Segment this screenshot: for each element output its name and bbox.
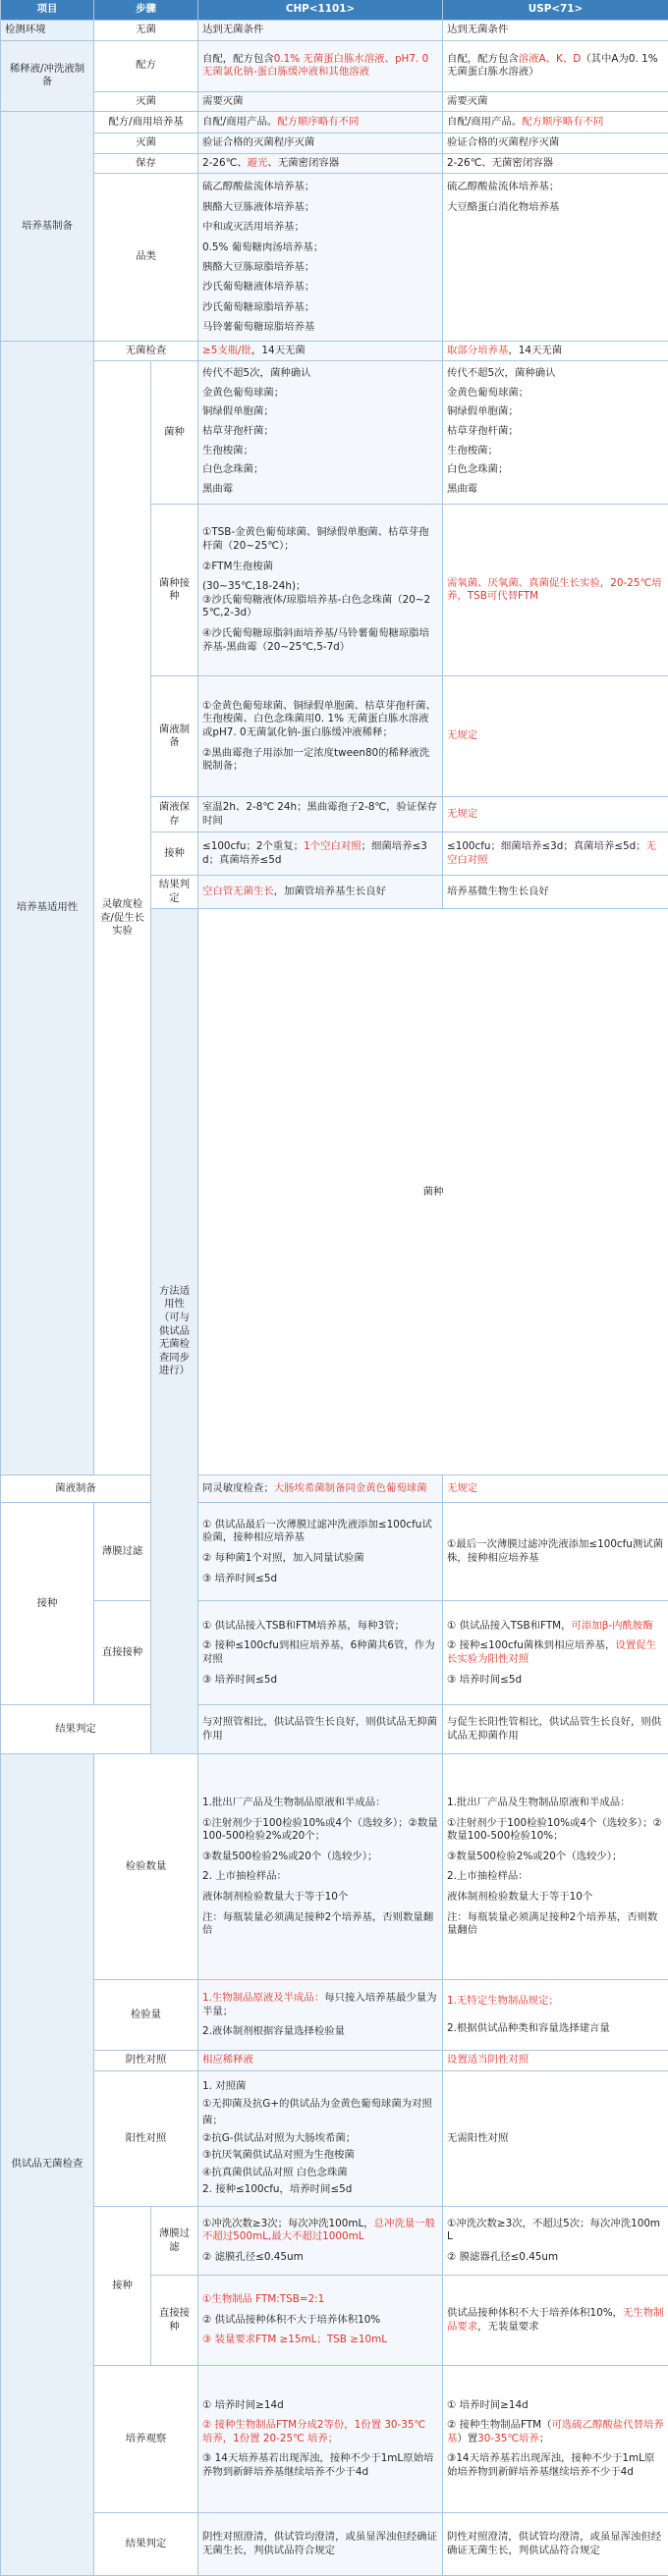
method-direct-row	[1, 1601, 668, 1705]
direct-item: ① 供试品接入TSB和FTM培养基，每种3管；	[202, 1620, 438, 1634]
header-usp: USP<71>	[443, 0, 668, 21]
header-chp: CHP<1101>	[198, 0, 443, 21]
sample-vol-usp: 1.无特定生物制品规定； 2.根据供试品种类和容量选择建言量	[443, 1980, 668, 2051]
count-item: 注：每瓶装量必须满足接种2个培养基，否则数量翻倍	[202, 1911, 438, 1938]
media-types-step: 品类	[94, 174, 198, 341]
suit-seed-usp: ≤100cfu；细菌培养≤3d；真菌培养≤5d；无空白对照	[443, 832, 668, 876]
method-judge-usp: 与促生长阳性管相比，供试品管生长良好，则供试品无抑菌作用	[443, 1705, 668, 1754]
media-steril-chp: 验证合格的灭菌程序灭菌	[198, 134, 443, 154]
media-type-item: 沙氏葡萄糖琼脂培养基；	[202, 297, 438, 317]
suit-judge-usp: 培养基微生物生长良好	[443, 876, 668, 909]
suit-seed-chp: ≤100cfu；2个重复；1个空白对照；细菌培养≤3d；真菌培养≤5d	[198, 832, 443, 876]
count-item: ①注射剂少于100检验10%或4个（选较多）；②数量100-500检验2%或20个；	[202, 1817, 438, 1844]
env-step: 无菌	[94, 21, 198, 41]
sample-pos-row	[1, 2071, 668, 2207]
strain-item: 生孢梭菌；	[202, 442, 438, 461]
sample-filter-chp: ①冲洗次数≥3次；每次冲洗100mL，总冲洗量一般不超过500mL,最大不超过1000mL ② 滤膜孔径≤0.45um	[198, 2207, 443, 2276]
method-filter-row	[1, 1503, 668, 1601]
method-prep-chp: 同灵敏度检查；大肠埃希菌制备同金黄色葡萄球菌	[198, 1476, 443, 1503]
strain-item: 生孢梭菌；	[447, 442, 664, 461]
suit-inoc-chp	[198, 505, 443, 676]
suit-keep-usp: 无规定	[443, 797, 668, 832]
pos-item: ②抗G-供试品对照为大肠埃希菌；	[202, 2130, 438, 2148]
prep-item: ①金黄色葡萄球菌、铜绿假单胞菌、枯草芽孢杆菌、生孢梭菌、白色念珠菌用0. 1% 无菌蛋白胨水溶液或pH7. 0无菌氯化钠-蛋白胨缓冲液稀释；	[202, 700, 438, 740]
count-item: 1.批出厂产品及生物制品原液和半成品：	[447, 1797, 664, 1810]
sample-pos-step: 阳性对照	[94, 2071, 198, 2207]
header-row	[1, 0, 668, 21]
count-item: 注：每瓶装量必须满足接种2个培养基，否则数量翻倍	[447, 1911, 664, 1938]
diluent-sterilize-row	[1, 91, 668, 112]
sample-vol-row	[1, 1980, 668, 2051]
suit-sterile-usp: 取部分培养基，14天无菌	[443, 341, 668, 361]
method-filter-chp	[198, 1503, 443, 1601]
media-source-row	[1, 112, 668, 134]
sample-filter-row	[1, 2207, 668, 2276]
media-item: 培养基制备	[1, 112, 94, 341]
media-type-item: 0.5% 葡萄糖肉汤培养基；	[202, 238, 438, 257]
pos-item: ④抗真菌供试品对照 白色念珠菌	[202, 2165, 438, 2182]
strain-item: 金黄色葡萄球菌；	[202, 384, 438, 403]
env-chp: 达到无菌条件	[198, 21, 443, 41]
media-source-chp: 自配/商用产品。配方顺序略有不同	[198, 112, 443, 134]
count-item: ③数量500检验2%或20个（选较少）；	[447, 1851, 664, 1864]
suit-judge-chp: 空白管无菌生长，加菌管培养基生长良好	[198, 876, 443, 909]
media-source-step: 配方/商用培养基	[94, 112, 198, 134]
pos-item: 1. 对照菌	[202, 2078, 438, 2096]
strain-item: 枯草芽孢杆菌；	[202, 422, 438, 442]
header-step: 步骤	[94, 0, 198, 21]
sample-neg-row	[1, 2051, 668, 2071]
count-item: 1.批出厂产品及生物制品原液和半成品：	[202, 1797, 438, 1810]
method-filter-step: 薄膜过滤	[94, 1503, 151, 1601]
suit-keep-chp: 室温2h、2-8℃ 24h；黑曲霉孢子2-8℃，验证保存时间	[198, 797, 443, 832]
strain-item: 黑曲霉	[202, 480, 438, 500]
count-item: ③数量500检验2%或20个（选较少）；	[202, 1851, 438, 1864]
suit-strains-usp	[443, 361, 668, 505]
suit-sterile-step: 无菌检查	[94, 341, 198, 361]
pos-item: ①无抑菌及抗G+的供试品为金黄色葡萄球菌为对照菌；	[202, 2096, 438, 2130]
suit-keep-step: 菌液保存	[151, 797, 198, 832]
inoc-item: ③沙氏葡萄糖液体/琼脂培养基-白色念珠菌（20~25℃,2-3d）	[202, 594, 438, 620]
media-types-usp	[443, 174, 668, 341]
method-prep-step: 菌液制备	[1, 1476, 151, 1503]
media-type-item: 胰酪大豆胨琼脂培养基；	[202, 257, 438, 277]
sample-pos-chp	[198, 2071, 443, 2207]
sample-direct-usp: 供试品接种体积不大于培养体积10%，无生物制品要求，无装量要求	[443, 2276, 668, 2366]
media-type-item: 硫乙醇酸盐流体培养基；	[202, 177, 438, 196]
count-item: 2. 上市抽检样品：	[202, 1870, 438, 1884]
method-judge-chp: 与对照管相比，供试品管生长良好，则供试品无抑菌作用	[198, 1705, 443, 1754]
header-item: 项目	[1, 0, 94, 21]
sample-item: 供试品无菌检查	[1, 1754, 94, 2576]
sample-judge-usp: 阴性对照澄清，供试管均澄清，或虽显浑浊但经确证无菌生长，判供试品符合规定	[443, 2513, 668, 2576]
media-store-step: 保存	[94, 153, 198, 174]
method-judge-step: 结果判定	[1, 1705, 151, 1754]
sample-count-row	[1, 1754, 668, 1980]
suit-seed-step: 接种	[151, 832, 198, 876]
suit-prep-chp	[198, 676, 443, 797]
strain-item: 铜绿假单胞菌；	[447, 402, 664, 422]
env-row	[1, 21, 668, 41]
media-type-item: 中和或灭活用培养基；	[202, 217, 438, 237]
method-direct-step: 直接接种	[94, 1601, 151, 1705]
pos-item: ③抗厌氧菌供试品对照为生孢梭菌	[202, 2147, 438, 2165]
method-inoc-step: 接种	[1, 1503, 94, 1705]
pos-item: 2. 接种≤100cfu，培养时间≤5d	[202, 2181, 438, 2199]
sample-culture-usp: ① 培养时间≥14d ② 接种生物制品FTM（可选硫乙醇酸盐代替培养基）置30-35℃培养； ③14天培养基若出现浑浊，接种不少于1mL原始培养物到新鲜培养基继续培养不少于4d	[443, 2366, 668, 2513]
strain-item: 白色念珠菌；	[202, 460, 438, 480]
env-item: 检测环境	[1, 21, 94, 41]
diluent-sterilize-usp: 需要灭菌	[443, 91, 668, 112]
suit-strains-chp	[198, 361, 443, 505]
method-prep-usp: 无规定	[443, 1476, 668, 1503]
count-item: 2.上市抽检样品：	[447, 1870, 664, 1884]
suit-inoc-usp: 需氧菌、厌氧菌、真菌促生长实验，20-25℃培养，TSB可代替FTM	[443, 505, 668, 676]
env-usp: 达到无菌条件	[443, 21, 668, 41]
suit-sterile-chp: ≥5支瓶/批，14天无菌	[198, 341, 443, 361]
suit-prep-step: 菌液制备	[151, 676, 198, 797]
diluent-formula-step: 配方	[94, 40, 198, 91]
media-types-chp	[198, 174, 443, 341]
sample-count-usp	[443, 1754, 668, 1980]
suit-strains-row	[1, 361, 668, 505]
direct-item: ③ 培养时间≤5d	[202, 1674, 438, 1688]
diluent-sterilize-step: 灭菌	[94, 91, 198, 112]
media-steril-row	[1, 134, 668, 154]
direct-item: ② 接种≤100cfu到相应培养基，6种菌共6管，作为对照	[202, 1639, 438, 1666]
suit-judge-step: 结果判定	[151, 876, 198, 909]
sample-judge-chp: 阴性对照澄清，供试管均澄清，或虽显浑浊但经确证无菌生长，判供试品符合规定	[198, 2513, 443, 2576]
method-judge-row	[1, 1705, 668, 1754]
sample-filter-step: 薄膜过滤	[151, 2207, 198, 2276]
sample-pos-usp: 无需阳性对照	[443, 2071, 668, 2207]
diluent-formula-usp: 自配，配方包含溶液A、K、D（其中A为0. 1% 无菌蛋白胨水溶液）	[443, 40, 668, 91]
suit-sterile-row	[1, 341, 668, 361]
sample-judge-step: 结果判定	[94, 2513, 198, 2576]
method-item: 方法适用性（可与供试品无菌检查同步进行）	[151, 909, 198, 1754]
sample-vol-step: 检验量	[94, 1980, 198, 2051]
sample-culture-row	[1, 2366, 668, 2513]
media-store-usp: 2-26℃、无菌密闭容器	[443, 153, 668, 174]
suit-item: 培养基适用性	[1, 341, 94, 1476]
diluent-formula-chp: 自配，配方包含0.1% 无菌蛋白胨水溶液、pH7. 0 无菌氯化钠-蛋白胨缓冲液和其他溶液	[198, 40, 443, 91]
diluent-item: 稀释液/冲洗液制备	[1, 40, 94, 112]
inoc-item: ①TSB-金黄色葡萄球菌、铜绿假单胞菌、枯草芽孢杆菌（20~25℃）；	[202, 526, 438, 553]
filter-item: ① 供试品最后一次薄膜过滤冲洗液添加≤100cfu试验菌，接种相应培养基	[202, 1519, 438, 1545]
strain-item: 传代不超5次，菌种确认	[202, 364, 438, 384]
sample-count-step: 检验数量	[94, 1754, 198, 1980]
strain-item: 黑曲霉	[447, 480, 664, 500]
sample-inoc-step: 接种	[94, 2207, 151, 2366]
method-strains-step: 菌种	[198, 909, 668, 1476]
strain-item: 枯草芽孢杆菌；	[447, 422, 664, 442]
strain-item: 传代不超5次，菌种确认	[447, 364, 664, 384]
diluent-sterilize-chp: 需要灭菌	[198, 91, 443, 112]
strain-item: 金黄色葡萄球菌；	[447, 384, 664, 403]
media-type-item: 马铃薯葡萄糖琼脂培养基	[202, 317, 438, 337]
media-steril-usp: 验证合格的灭菌程序灭菌	[443, 134, 668, 154]
count-item: ①注射剂少于100检验10%或4个（选较多）；②数量100-500检验10%；	[447, 1817, 664, 1844]
inoc-item: ②FTM生孢梭菌	[202, 561, 438, 574]
prep-item: ②黑曲霉孢子用添加一定浓度tween80的稀释液洗脱制备；	[202, 747, 438, 774]
sample-neg-chp: 相应稀释液	[198, 2051, 443, 2071]
sample-judge-row	[1, 2513, 668, 2576]
filter-item: ③ 培养时间≤5d	[202, 1573, 438, 1586]
sample-neg-usp: 设置适当阴性对照	[443, 2051, 668, 2071]
sample-culture-step: 培养观察	[94, 2366, 198, 2513]
media-source-usp: 自配/商用产品。配方顺序略有不同	[443, 112, 668, 134]
method-prep-row	[1, 1476, 668, 1503]
sample-neg-step: 阴性对照	[94, 2051, 198, 2071]
media-type-item: 沙氏葡萄糖液体培养基；	[202, 277, 438, 296]
sample-direct-step: 直接接种	[151, 2276, 198, 2366]
diluent-formula-row	[1, 40, 668, 91]
method-direct-usp: ① 供试品接入TSB和FTM，可添加β-内酰胺酶 ② 接种≤100cfu菌株到相应培养基，设置促生长实验为阳性对照 ③ 培养时间≤5d	[443, 1601, 668, 1705]
method-filter-usp: ①最后一次薄膜过滤冲洗液添加≤100cfu测试菌株，接种相应培养基	[443, 1503, 668, 1601]
media-store-chp: 2-26℃、避光、无菌密闭容器	[198, 153, 443, 174]
count-item: 液体制剂检验数量大于等于10个	[202, 1891, 438, 1905]
suit-strains-step: 菌种	[151, 361, 198, 505]
suit-prep-usp: 无规定	[443, 676, 668, 797]
method-direct-chp	[198, 1601, 443, 1705]
media-type-item: 硫乙醇酸盐流体培养基；	[447, 177, 664, 196]
sample-vol-chp: 1.生物制品原液及半成品：每只接入培养基最少量为半量； 2.液体制剂根据容量选择检验量	[198, 1980, 443, 2051]
filter-item: ② 每种菌1个对照，加入同量试验菌	[202, 1552, 438, 1566]
strain-item: 铜绿假单胞菌；	[202, 402, 438, 422]
sample-direct-chp: ①生物制品 FTM:TSB=2:1 ② 供试品接种体积不大于培养体积10% ③ 装量要求FTM ≥15mL；TSB ≥10mL	[198, 2276, 443, 2366]
sample-filter-usp: ①冲洗次数≥3次，不超过5次；每次冲洗100mL ② 膜滤器孔径≤0.45um	[443, 2207, 668, 2276]
suit-growth-step: 灵敏度检查/促生长实验	[94, 361, 151, 1476]
strain-item: 白色念珠菌；	[447, 460, 664, 480]
sample-count-chp	[198, 1754, 443, 1980]
media-types-row	[1, 174, 668, 341]
media-type-item: 胰酪大豆胨液体培养基；	[202, 197, 438, 217]
media-steril-step: 灭菌	[94, 134, 198, 154]
media-store-row	[1, 153, 668, 174]
sample-culture-chp: ① 培养时间≥14d ② 接种生物制品FTM分成2等份，1份置 30-35℃ 培养，1份置 20-25℃ 培养； ③ 14天培养基若出现浑浊，接种不少于1mL原始培养物到新鲜培养基继续培养不少于4d	[198, 2366, 443, 2513]
media-type-item: 大豆酪蛋白消化物培养基	[447, 197, 664, 217]
inoc-item: (30~35℃,18-24h)；	[202, 580, 438, 594]
count-item: 液体制剂检验数量大于等于10个	[447, 1891, 664, 1905]
suit-inoc-step: 菌种接种	[151, 505, 198, 676]
inoc-item: ④沙氏葡萄糖琼脂斜面培养基/马铃薯葡萄糖琼脂培养基-黑曲霉（20~25℃,5-7d）	[202, 627, 438, 654]
